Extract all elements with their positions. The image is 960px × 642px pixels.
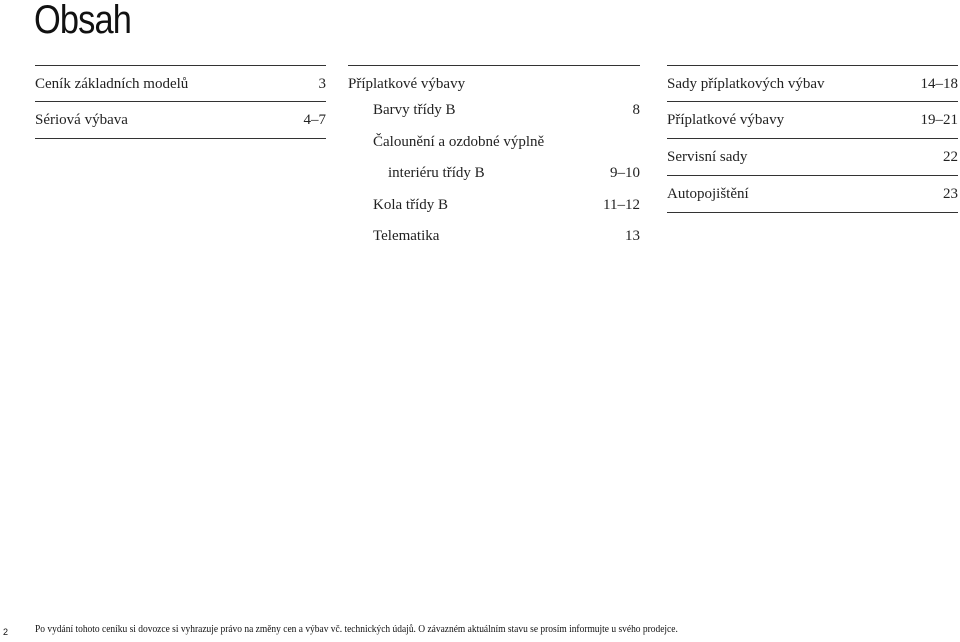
toc-entry[interactable] [667,176,958,213]
toc-entry-page: 19–21 [920,112,958,128]
toc-entry-label: Kola třídy B [373,196,448,213]
page-title: Obsah [34,0,132,42]
toc-entry-page: 22 [943,149,958,165]
toc-entry[interactable] [35,65,326,102]
toc-subentry[interactable] [348,228,640,260]
toc-entry-page: 13 [625,228,640,244]
toc-column-1 [35,65,326,139]
toc-entry-label: Příplatkové výbavy [667,112,785,128]
toc-entry-label: Servisní sady [667,149,748,165]
toc-section-heading[interactable]: Příplatkové výbavy [348,65,640,102]
toc-subentry[interactable] [348,165,640,197]
page-number: 2 [3,627,9,637]
toc-entry-page: 9–10 [610,165,640,181]
toc-entry-page: 23 [943,186,958,202]
toc-entry[interactable] [35,102,326,139]
toc-entry-label: Ceník základních modelů [35,76,189,92]
toc-entry-page: 11–12 [603,196,640,213]
toc-entry-page: 14–18 [920,76,958,92]
toc-column-2 [348,65,640,260]
toc-entry-page: 4–7 [303,112,326,128]
toc-entry[interactable] [667,65,958,102]
toc-subentry[interactable] [348,197,640,229]
toc-subentry[interactable] [348,102,640,134]
toc-entry-label: Čalounění a ozdobné výplně [373,133,545,150]
toc-entry-label: Sériová výbava [35,112,128,128]
toc-entry-label: Telematika [373,228,440,244]
toc-entry-page: 3 [318,76,326,92]
toc-entry[interactable] [667,139,958,176]
toc-entry-label: Barvy třídy B [373,102,456,118]
toc-entry-label: interiéru třídy B [388,165,485,181]
toc-column-3 [667,65,958,213]
toc-entry-label: Sady příplatkových výbav [667,76,825,92]
toc-entry[interactable] [667,102,958,139]
footer-disclaimer: Po vydání tohoto ceníku si dovozce si vyhrazuje právo na změny cen a výbav vč. technických údajů. O závazném aktuálním stavu se prosím informujte u svého prodejce. [35,623,678,635]
toc-subentry[interactable] [348,134,640,166]
toc-entry-page: 8 [632,102,640,118]
toc-entry-label: Autopojištění [667,186,749,202]
